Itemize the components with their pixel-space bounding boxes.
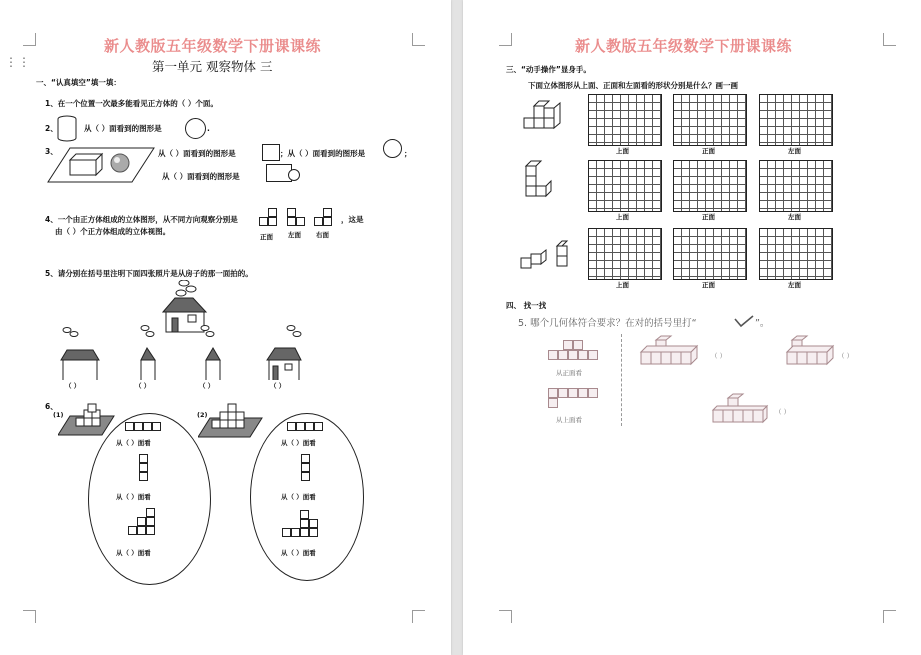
candidate-solid-c <box>711 392 771 426</box>
checkmark-icon <box>733 314 755 328</box>
view-label: 上面 <box>616 147 629 155</box>
solid-figure-1 <box>522 98 564 132</box>
view-label: 左面 <box>788 147 801 155</box>
question-2-number: 2、 <box>45 124 58 133</box>
page-left: ⋮⋮ 新人教版五年级数学下册课课练 第一单元 观察物体 三 一、“认真填空”填一填： 1、在一个位置一次最多能看见正方体的（ ）个面。 2、 从（ ）面看到的图形是 . 3、 从（ ）面看到的图形是 ；从（ ）面看到的图形是 ； 从（ ）面看到的图形是 4、一个由正方体组成的立体图形，从不同方向观察分别是 ，这是 由（ ）个正方体组成的立体视图。 正面 左面 右面 5、请分别在括号里注明下面四张照片是从房子的那一面拍的。 （ ） （ ） （ ） （ ） 6、 (1) (2) 从（ ）面看 从（ ）面看 从（ ）面看 从（ ）面看 从（ ）面看 从（ ）面看 <box>0 0 451 655</box>
drawing-grid-top-3[interactable] <box>588 228 662 280</box>
page-right: 新人教版五年级数学下册课课练 三、“动手操作”显身手。 下面立体图形从上面、正面和左面看的形状分别是什么？画一画 上面 正面 左面 上面 正面 左面 上面 正面 左面 四、 找一找 5. 哪个几何体符合要求？在对的括号里打“ ”。 从正面看 从上面看 （ ） （ ） （ ） <box>463 0 921 655</box>
section-1-heading: 一、“认真填空”填一填： <box>36 78 121 87</box>
drawing-grid-top-1[interactable] <box>588 94 662 146</box>
section-3-heading: 三、“动手操作”显身手。 <box>506 65 591 74</box>
view-label-left: 左面 <box>288 231 301 239</box>
view-direction-blank[interactable]: 从（ ）面看 <box>281 549 316 557</box>
view-label-right: 右面 <box>316 231 329 239</box>
view-direction-blank[interactable]: 从（ ）面看 <box>281 493 316 501</box>
view-label: 正面 <box>702 281 715 289</box>
drawing-grid-front-3[interactable] <box>673 228 747 280</box>
crop-mark <box>499 610 512 623</box>
question-2-text: 从（ ）面看到的图形是 <box>84 124 162 133</box>
answer-blank[interactable]: （ ） <box>65 382 81 390</box>
drawing-grid-left-3[interactable] <box>759 228 833 280</box>
answer-blank[interactable]: （ ） <box>199 382 215 390</box>
solid-figure-3 <box>519 238 571 272</box>
doc-title: 新人教版五年级数学下册课课练 <box>104 37 322 55</box>
block-figure-2 <box>198 402 264 438</box>
question-3-part-a: 从（ ）面看到的图形是 <box>158 149 236 158</box>
view-label: 正面 <box>702 147 715 155</box>
drawing-grid-top-2[interactable] <box>588 160 662 212</box>
answer-blank[interactable]: （ ） <box>838 352 854 360</box>
section-3-instruction: 下面立体图形从上面、正面和左面看的形状分别是什么？画一画 <box>528 81 738 90</box>
question-3-part-b: ；从（ ）面看到的图形是 <box>280 149 366 158</box>
drawing-grid-front-1[interactable] <box>673 94 747 146</box>
question-6-number: 6、 <box>45 402 58 411</box>
view-direction-blank[interactable]: 从（ ）面看 <box>116 549 151 557</box>
drawing-grid-front-2[interactable] <box>673 160 747 212</box>
question-4-text-a: 4、一个由正方体组成的立体图形，从不同方向观察分别是 <box>45 215 238 224</box>
candidate-solid-b <box>785 334 845 368</box>
view-direction-blank[interactable]: 从（ ）面看 <box>281 439 316 447</box>
solid-figure-2 <box>524 158 556 202</box>
block-figure-1 <box>58 402 116 436</box>
crop-mark <box>23 610 36 623</box>
crop-mark <box>412 33 425 46</box>
doc-title: 新人教版五年级数学下册课课练 <box>575 37 793 55</box>
crop-mark <box>883 610 896 623</box>
circle-view-figure <box>185 118 206 139</box>
question-4-text-c: 由（ ）个正方体组成的立体视图。 <box>55 227 171 236</box>
view-direction-blank[interactable]: 从（ ）面看 <box>116 439 151 447</box>
view-label: 正面 <box>702 213 715 221</box>
view-label: 左面 <box>788 213 801 221</box>
view-direction-blank[interactable]: 从（ ）面看 <box>116 493 151 501</box>
crop-mark <box>883 33 896 46</box>
cylinder-figure <box>57 114 79 144</box>
question-5-text: 5. 哪个几何体符合要求？在对的括号里打“ <box>518 318 697 329</box>
table-move-handle-icon[interactable]: ⋮⋮ <box>5 55 31 69</box>
view-label: 左面 <box>788 281 801 289</box>
question-3-number: 3、 <box>45 147 58 156</box>
box-and-ball-figure <box>46 146 158 184</box>
crop-mark <box>23 33 36 46</box>
answer-blank[interactable]: （ ） <box>270 382 286 390</box>
top-view-label: 从上面看 <box>556 416 582 424</box>
section-4-heading: 四、 找一找 <box>506 301 547 310</box>
answer-blank[interactable]: （ ） <box>135 382 151 390</box>
drawing-grid-left-2[interactable] <box>759 160 833 212</box>
front-view-label: 从正面看 <box>556 369 582 377</box>
question-5: 5、请分别在括号里注明下面四张照片是从房子的那一面拍的。 <box>45 269 253 278</box>
view-label: 上面 <box>616 281 629 289</box>
divider <box>621 334 622 426</box>
circle-in-square-figure <box>383 139 402 158</box>
circle-small-figure <box>288 169 300 181</box>
view-label-front: 正面 <box>260 233 273 241</box>
crop-mark <box>412 610 425 623</box>
square-view-figure <box>262 144 280 161</box>
question-3-part-c: 从（ ）面看到的图形是 <box>162 172 240 181</box>
crop-mark <box>499 33 512 46</box>
drawing-grid-left-1[interactable] <box>759 94 833 146</box>
answer-blank[interactable]: （ ） <box>711 352 727 360</box>
view-label: 上面 <box>616 213 629 221</box>
question-1: 1、在一个位置一次最多能看见正方体的（ ）个面。 <box>45 99 218 108</box>
page-subtitle: 第一单元 观察物体 三 <box>152 59 273 74</box>
house-photos-figure <box>55 280 315 380</box>
question-4-text-b: ，这是 <box>341 215 364 224</box>
candidate-solid-a <box>639 334 703 368</box>
answer-blank[interactable]: （ ） <box>775 408 791 416</box>
